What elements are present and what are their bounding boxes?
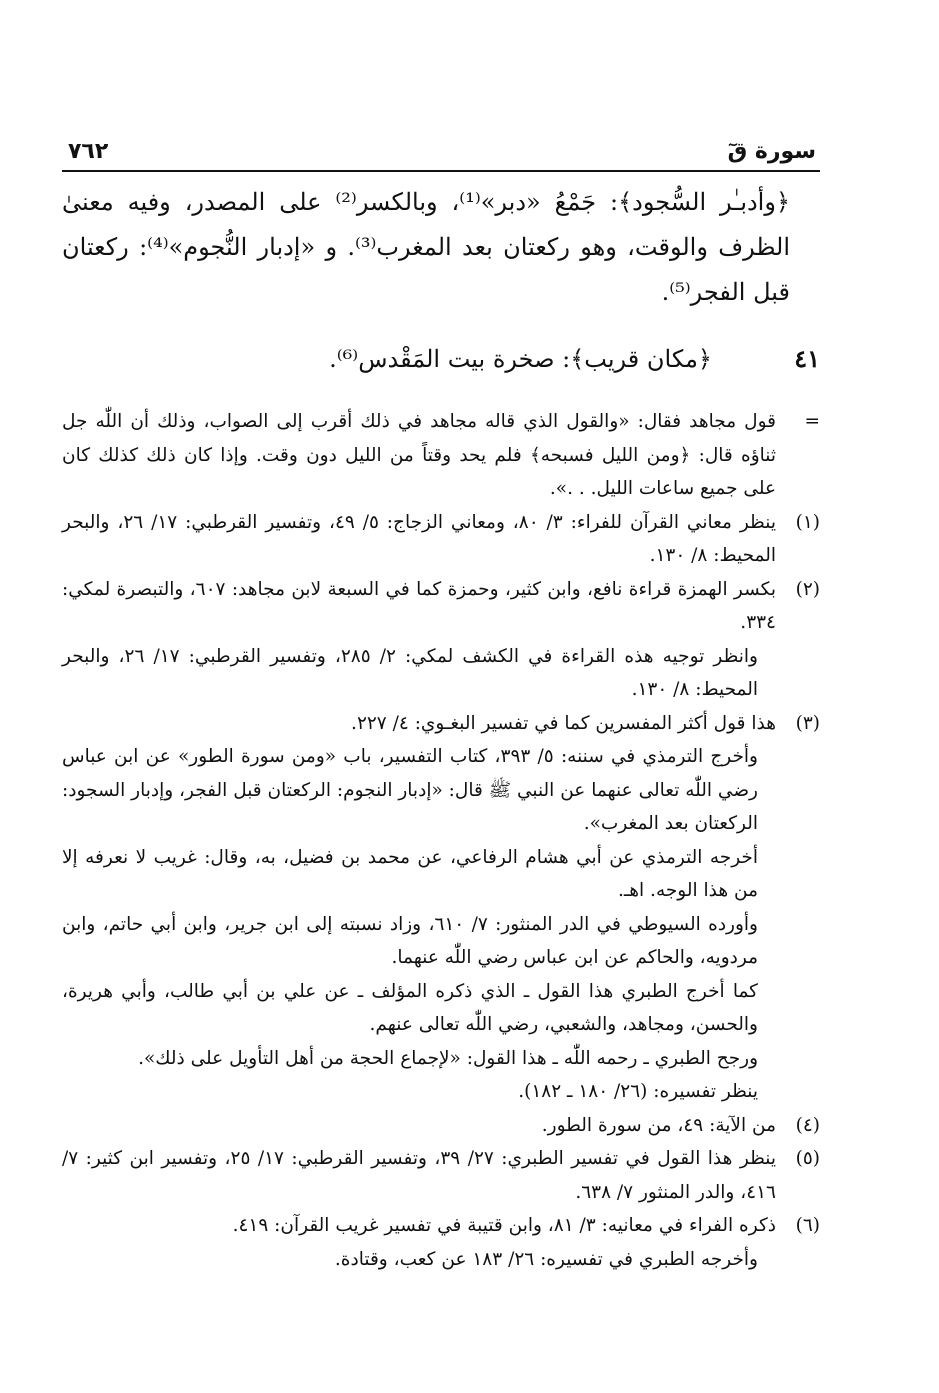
footnote-text: وانظر توجيه هذه القراءة في الكشف لمكي: ٢/ ٢٨٥، وتفسير القرطبي: ١٧/ ٢٦، والبحر المحيط: ٨/ ١٣٠. (62, 645, 758, 700)
footnote-text: وأخرجه الطبري في تفسيره: ٢٦/ ١٨٣ عن كعب، وقتادة. (334, 1248, 758, 1270)
page-number: ٧٦٢ (68, 139, 109, 164)
footnote-text: كما أخرج الطبري هذا القول ـ الذي ذكره المؤلف ـ عن علي بن أبي طالب، وأبي هريرة، والحسن، ومجاهد، والشعبي، رضي اللّٰه تعالى عنهم. (62, 980, 758, 1035)
footnote-text: من الآية: ٤٩، من سورة الطور. (541, 1114, 776, 1136)
footnote-text: هذا قول أكثر المفسرين كما في تفسير البغـوي: ٤/ ٢٢٧. (351, 712, 776, 734)
footnote-3 (62, 707, 820, 1109)
page (62, 130, 820, 1276)
surah-title: سورة قٓ (727, 139, 816, 164)
footnote-mark: (٦) (795, 1215, 820, 1236)
verse-number: ٤١ (794, 344, 820, 373)
footnote-6 (62, 1209, 820, 1276)
footnote-text: ينظر معاني القرآن للفراء: ٣/ ٨٠، ومعاني الزجاج: ٥/ ٤٩، وتفسير القرطبي: ١٧/ ٢٦، والبحر المحيط: ٨/ ١٣٠. (62, 511, 776, 566)
footnote-mark: (١) (795, 511, 820, 533)
verse-explanation: ﴿مكان قريب﴾: صخرة بيت المَقْدس⁽⁶⁾. (329, 345, 712, 373)
footnote-mark: (٤) (795, 1114, 820, 1136)
footnote-text: وأورده السيوطي في الدر المنثور: ٧/ ٦١٠، وزاد نسبته إلى ابن جرير، وابن أبي حاتم، وابن مردويه، والحاكم عن ابن عباس رضي اللّٰه عنهما. (62, 913, 758, 968)
footnote-1 (62, 506, 820, 573)
footnote-text: ذكره الفراء في معانيه: ٣/ ٨١، وابن قتيبة في تفسير غريب القرآن: ٤١٩. (232, 1215, 776, 1236)
page-header (62, 130, 820, 172)
footnote-5 (62, 1142, 820, 1209)
main-paragraph: ﴿وأدبـٰر السُّجود﴾: جَمْعُ «دبر»⁽¹⁾، وبالكسر⁽²⁾ على المصدر، وفيه معنىٰ الظرف والوقت، وهو ركعتان بعد المغرب⁽³⁾. و «إدبار النُّجوم»⁽⁴⁾: ركعتان قبل الفجر⁽⁵⁾. (62, 188, 791, 306)
footnotes (62, 405, 820, 1276)
footnote-mark: (٣) (795, 712, 820, 734)
footnote-text: أخرجه الترمذي عن أبي هشام الرفاعي، عن محمد بن فضيل، به، وقال: غريب لا نعرفه إلا من هذا الوجه. اهـ. (62, 846, 758, 901)
footnote-continuation (62, 405, 820, 506)
footnote-mark: (٥) (795, 1148, 820, 1169)
footnote-2 (62, 573, 820, 707)
footnote-4 (62, 1109, 820, 1143)
footnote-text: ورجح الطبري ـ رحمه اللّٰه ـ هذا القول: «لإجماع الحجة من أهل التأويل على ذلك». (138, 1047, 758, 1069)
footnote-text: قول مجاهد فقال: «والقول الذي قاله مجاهد في ذلك أقرب إلى الصواب، وذلك أن اللّٰه جل ثناؤه قال: ﴿ومن الليل فسبحه﴾ فلم يحد وقتاً من الليل دون وقت. وإذا كان ذلك كذلك كان على جميع ساعات الليل. . .». (62, 411, 776, 499)
footnote-text: ينظر هذا القول في تفسير الطبري: ٢٧/ ٣٩، وتفسير القرطبي: ١٧/ ٢٥، وتفسير ابن كثير: ٧/ ٤١٦، والدر المنثور ٧/ ٦٣٨. (62, 1148, 776, 1203)
footnote-text: ينظر تفسيره: (٢٦/ ١٨٠ ـ ١٨٢). (518, 1081, 758, 1102)
footnote-text: بكسر الهمزة قراءة نافع، وابن كثير، وحمزة كما في السبعة لابن مجاهد: ٦٠٧، والتبصرة لمكي: ٣٣٤. (62, 578, 776, 633)
verse-entry (62, 339, 820, 379)
footnote-text: وأخرج الترمذي في سننه: ٥/ ٣٩٣، كتاب التفسير، باب «ومن سورة الطور» عن ابن عباس رضي اللّٰه تعالى عنهما عن النبي ﷺ قال: «إدبار النجوم: الركعتان قبل الفجر، وإدبار السجود: الركعتان بعد المغرب». (62, 746, 758, 834)
footnote-mark: = (804, 411, 820, 432)
main-text (62, 180, 820, 315)
footnote-mark: (٢) (795, 578, 820, 600)
